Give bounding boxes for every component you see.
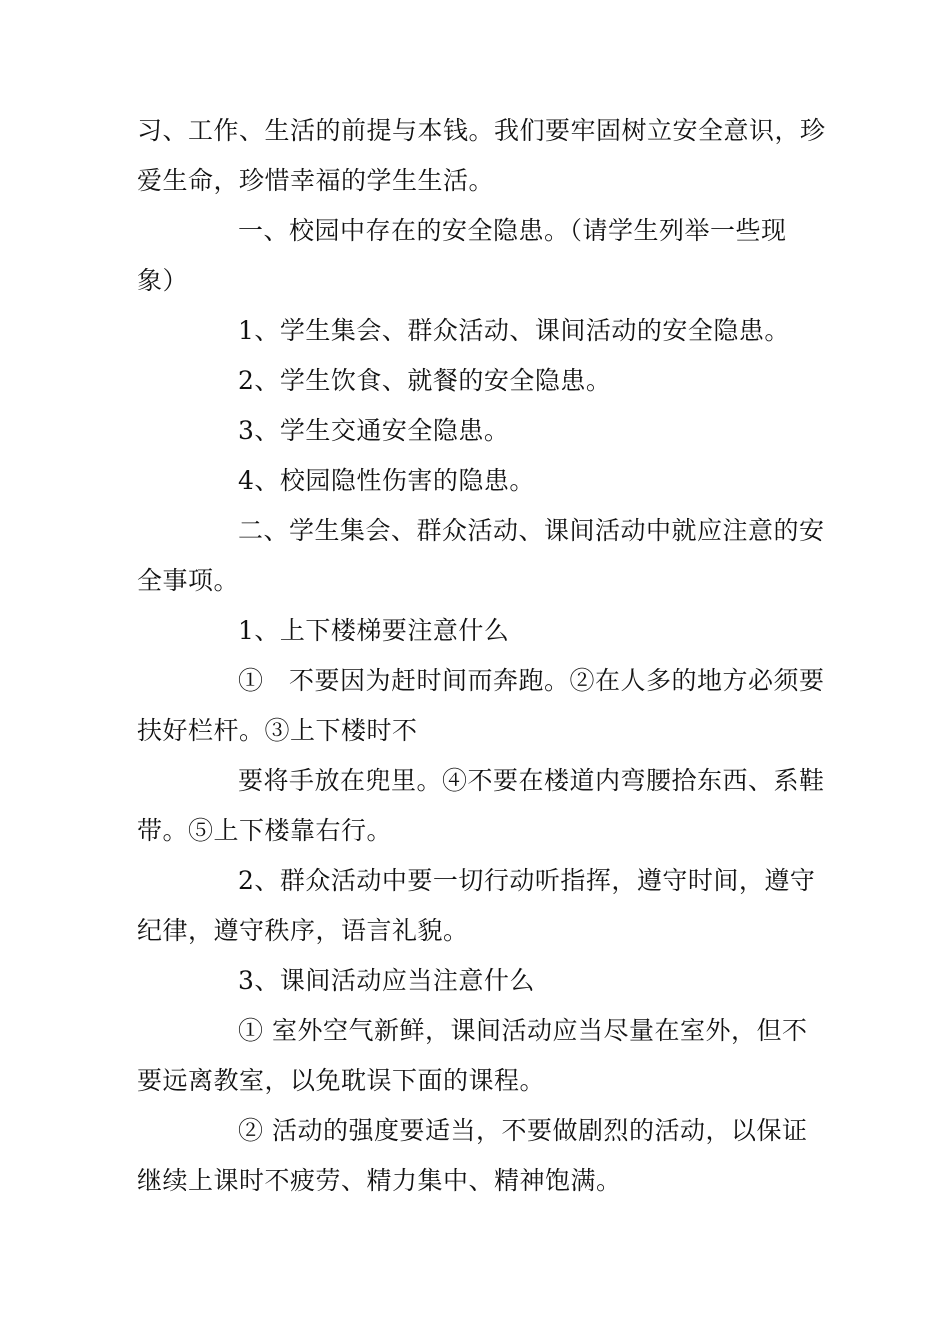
- text-line: ① 室外空气新鲜，课间活动应当尽量在室外，但不: [238, 1016, 808, 1045]
- text-line: 纪律，遵守秩序，语言礼貌。: [137, 916, 469, 945]
- list-item: 1、学生集会、群众活动、课间活动的安全隐患。: [238, 316, 790, 345]
- text-line: ① 不要因为赶时间而奔跑。②在人多的地方必须要: [238, 666, 825, 695]
- text-line: 全事项。: [137, 566, 240, 595]
- text-line: 带。⑤上下楼靠右行。: [137, 816, 393, 845]
- list-item: 1、上下楼梯要注意什么: [238, 616, 510, 645]
- text-line: 爱生命，珍惜幸福的学生生活。: [137, 166, 495, 195]
- section-heading: 一、校园中存在的安全隐患。（请学生列举一些现: [238, 216, 787, 245]
- list-item: 2、学生饮食、就餐的安全隐患。: [238, 366, 612, 395]
- text-line: 习、工作、生活的前提与本钱。我们要牢固树立安全意识，珍: [137, 116, 826, 145]
- list-item: 2、群众活动中要一切行动听指挥，遵守时间，遵守: [238, 866, 816, 895]
- text-line: 象）: [137, 266, 189, 295]
- text-line: ② 活动的强度要适当，不要做剧烈的活动，以保证: [238, 1116, 808, 1145]
- list-item: 3、学生交通安全隐患。: [238, 416, 510, 445]
- list-item: 3、课间活动应当注意什么: [238, 966, 535, 995]
- section-heading: 二、学生集会、群众活动、课间活动中就应注意的安: [238, 516, 825, 545]
- text-line: 要远离教室，以免耽误下面的课程。: [137, 1066, 546, 1095]
- text-line: 扶好栏杆。③上下楼时不: [137, 716, 418, 745]
- list-item: 4、校园隐性伤害的隐患。: [238, 466, 535, 495]
- text-line: 继续上课时不疲劳、精力集中、精神饱满。: [137, 1166, 622, 1195]
- text-line: 要将手放在兜里。④不要在楼道内弯腰拾东西、系鞋: [238, 766, 825, 795]
